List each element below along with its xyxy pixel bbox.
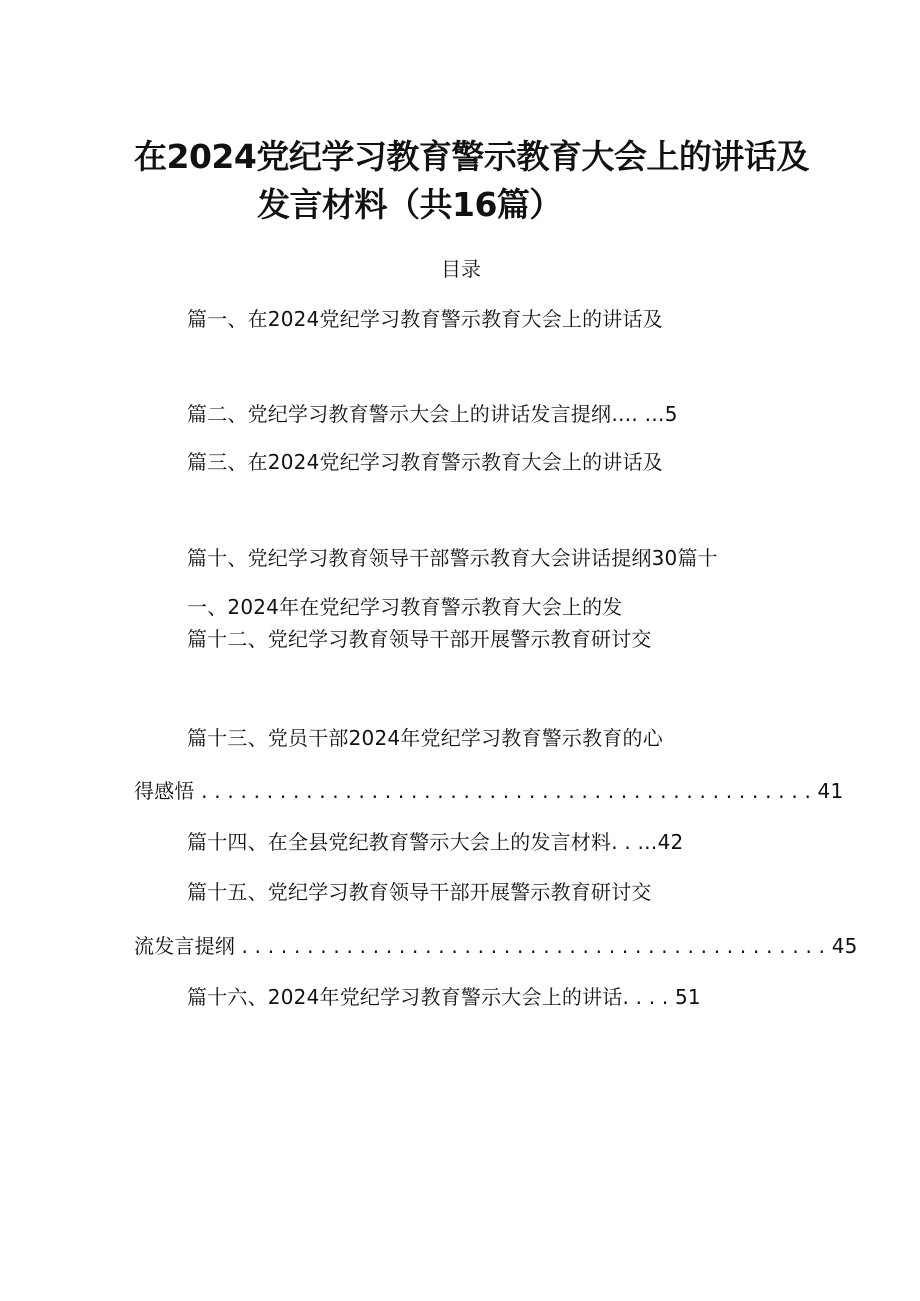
toc-entry-15-continued[interactable]: 流发言提纲 . . . . . . . . . . . . . . . . . . . . . . . . . . . . . . . . . . . . . . . . . . . . . 45 (134, 934, 858, 958)
title-line-2: 发言材料（共16篇） (257, 185, 562, 224)
toc-entry-1[interactable]: 篇一、在2024党纪学习教育警示教育大会上的讲话及 (187, 307, 663, 331)
toc-entry-13-continued[interactable]: 得感悟 . . . . . . . . . . . . . . . . . . . . . . . . . . . . . . . . . . . . . . . . . . . . . . . 41 (134, 779, 844, 803)
toc-entry-16[interactable]: 篇十六、2024年党纪学习教育警示大会上的讲话. . . . 51 (187, 985, 701, 1009)
toc-entry-2[interactable]: 篇二、党纪学习教育警示大会上的讲话发言提纲…. …5 (187, 402, 678, 426)
toc-entry-10[interactable]: 篇十、党纪学习教育领导干部警示教育大会讲话提纲30篇十 (187, 546, 718, 570)
toc-entry-3[interactable]: 篇三、在2024党纪学习教育警示教育大会上的讲话及 (187, 450, 663, 474)
toc-entry-13[interactable]: 篇十三、党员干部2024年党纪学习教育警示教育的心 (187, 726, 663, 750)
toc-entry-11[interactable]: 一、2024年在党纪学习教育警示教育大会上的发 (187, 595, 623, 619)
toc-entry-12[interactable]: 篇十二、党纪学习教育领导干部开展警示教育研讨交 (187, 627, 652, 651)
toc-heading: 目录 (441, 257, 481, 281)
title-line-1: 在2024党纪学习教育警示教育大会上的讲话及 (134, 137, 809, 176)
toc-entry-14[interactable]: 篇十四、在全县党纪教育警示大会上的发言材料. . …42 (187, 830, 684, 854)
toc-entry-15[interactable]: 篇十五、党纪学习教育领导干部开展警示教育研讨交 (187, 880, 652, 904)
